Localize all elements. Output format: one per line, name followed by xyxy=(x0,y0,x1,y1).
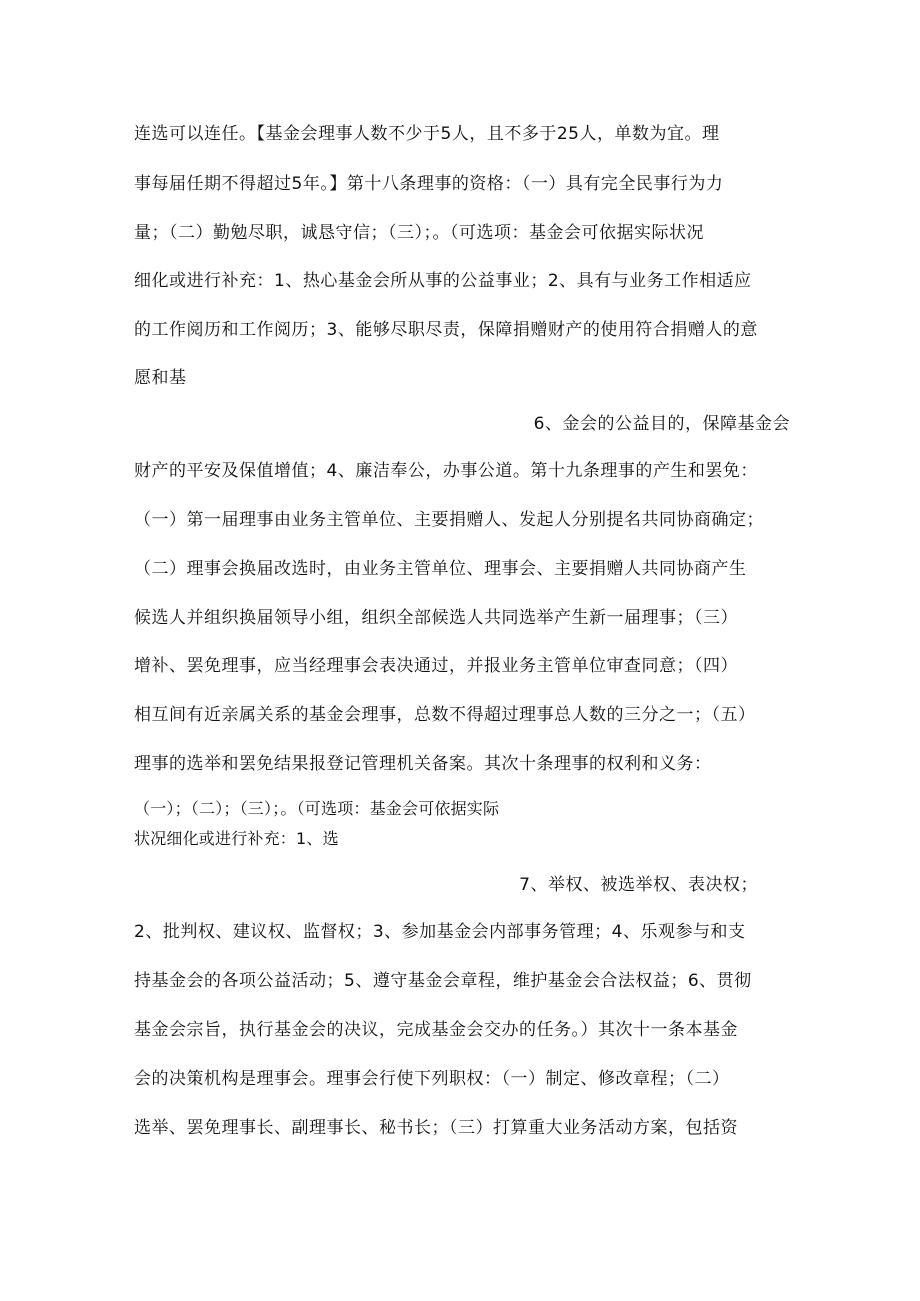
text-line-20: 基金会宗旨，执行基金会的决议，完成基金会交办的任务。）其次十一条本基金 xyxy=(134,1020,738,1040)
text-line-3: 量；（二）勤勉尽职，诚恳守信；（三）；。（可选项：基金会可依据实际状况 xyxy=(134,223,704,243)
text-line-10: （二）理事会换届改选时，由业务主管单位、理事会、主要捐赠人共同协商产生 xyxy=(134,559,747,579)
text-line-21: 会的决策机构是理事会。理事会行使下列职权：（一）制定、修改章程；（二） xyxy=(134,1069,730,1089)
text-line-13: 相互间有近亲属关系的基金会理事，总数不得超过理事总人数的三分之一；（五） xyxy=(134,705,756,725)
text-line-12: 增补、罢免理事，应当经理事会表决通过，并报业务主管单位审查同意；（四） xyxy=(134,656,738,676)
text-line-14: 理事的选举和罢免结果报登记管理机关备案。其次十条理事的权利和义务： xyxy=(134,754,712,774)
text-line-18: 2、批判权、建议权、监督权；3、参加基金会内部事务管理；4、乐观参与和支 xyxy=(134,922,746,942)
text-line-15: （一）；（二）；（三）；。（可选项：基金会可依据实际 xyxy=(134,799,500,818)
text-line-9: （一）第一届理事由业务主管单位、主要捐赠人、发起人分别提名共同协商确定； xyxy=(134,510,764,530)
text-line-8: 财产的平安及保值增值；4、廉洁奉公，办事公道。第十九条理事的产生和罢免： xyxy=(134,461,758,481)
text-line-6: 愿和基 xyxy=(134,368,187,388)
text-line-22: 选举、罢免理事长、副理事长、秘书长；（三）打算重大业务活动方案，包括资 xyxy=(134,1118,738,1138)
text-line-1: 连选可以连任。【基金会理事人数不少于5人，且不多于25人，单数为宜。理 xyxy=(134,124,720,144)
text-line-16: 状况细化或进行补充：1、选 xyxy=(134,829,339,848)
text-line-4: 细化或进行补充：1、热心基金会所从事的公益事业；2、具有与业务工作相适应 xyxy=(134,271,752,291)
text-line-17: 7、举权、被选举权、表决权； xyxy=(519,875,758,895)
text-line-2: 事每届任期不得超过5年。】第十八条理事的资格：（一）具有完全民事行为力 xyxy=(134,174,724,194)
text-line-5: 的工作阅历和工作阅历；3、能够尽职尽责，保障捐赠财产的使用符合捐赠人的意 xyxy=(134,320,758,340)
text-line-7: 6、金会的公益目的，保障基金会 xyxy=(533,414,790,434)
text-line-11: 候选人并组织换届领导小组，组织全部候选人共同选举产生新一届理事；（三） xyxy=(134,608,738,628)
text-line-19: 持基金会的各项公益活动；5、遵守基金会章程，维护基金会合法权益；6、贯彻 xyxy=(134,971,752,991)
